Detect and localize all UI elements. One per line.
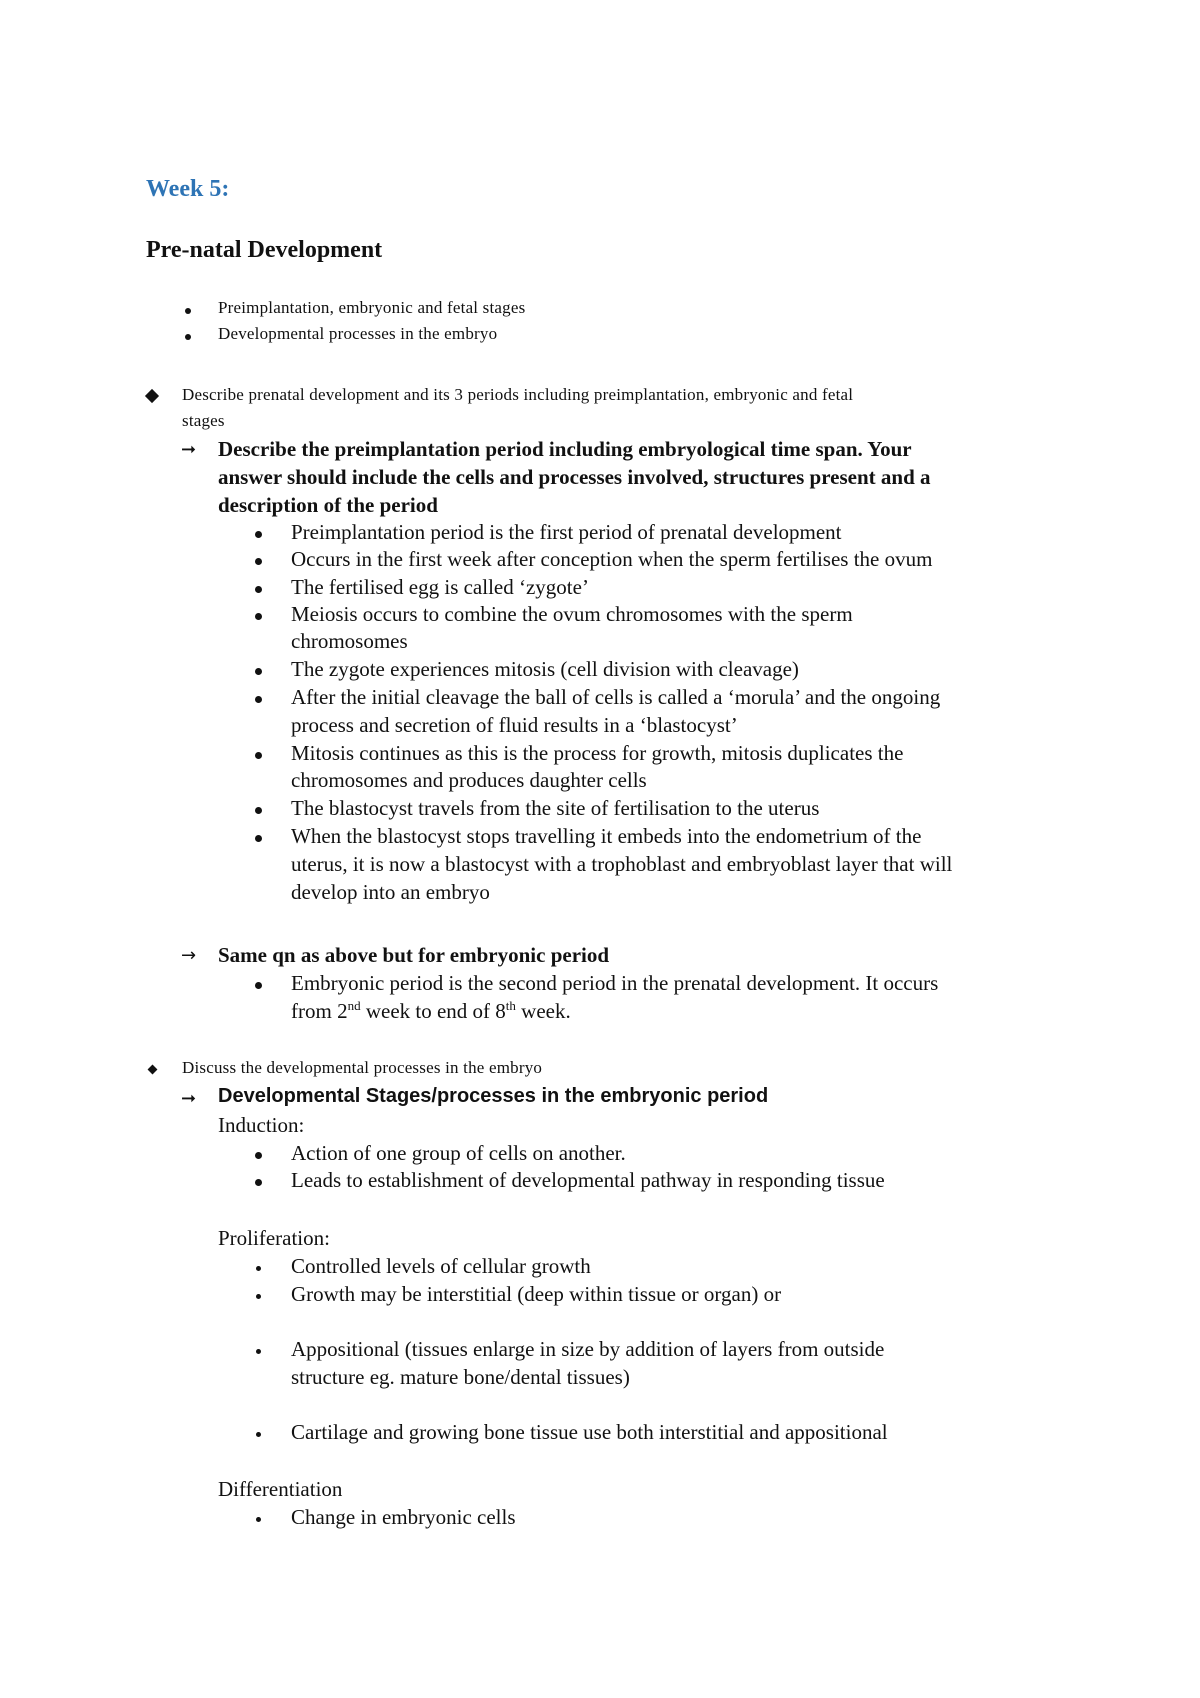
bullet-icon bbox=[255, 558, 262, 565]
section-title: Pre-natal Development bbox=[146, 237, 383, 263]
list-item: The fertilised egg is called ‘zygote’ bbox=[291, 575, 589, 599]
question-text: Discuss the developmental processes in the embryo bbox=[182, 1058, 543, 1077]
list-item: Mitosis continues as this is the process for growth, mitosis duplicates the bbox=[291, 741, 904, 765]
process-label-induction: Induction: bbox=[218, 1113, 305, 1137]
subquestion-heading-line2: answer should include the cells and processes involved, structures present and a bbox=[218, 465, 931, 489]
list-item: Change in embryonic cells bbox=[291, 1505, 516, 1529]
arrow-right-icon: ➞ bbox=[181, 439, 197, 460]
bullet-icon bbox=[185, 334, 191, 340]
bullet-icon bbox=[255, 1179, 262, 1186]
bullet-icon bbox=[255, 807, 262, 814]
topic-item: Developmental processes in the embryo bbox=[218, 324, 498, 343]
list-item-continued: chromosomes and produces daughter cells bbox=[291, 768, 647, 792]
list-item: Preimplantation period is the first period of prenatal development bbox=[291, 520, 842, 544]
list-item-continued: chromosomes bbox=[291, 629, 408, 653]
list-item-continued: from 2nd week to end of 8th week. bbox=[291, 998, 571, 1023]
question-text: Describe prenatal development and its 3 periods including preimplantation, embryonic and fetal bbox=[182, 385, 854, 404]
question-text-continued: stages bbox=[182, 411, 225, 430]
list-item-continued: process and secretion of fluid results in a ‘blastocyst’ bbox=[291, 713, 738, 737]
bullet-icon bbox=[256, 1266, 261, 1271]
arrow-right-icon: → bbox=[181, 945, 197, 966]
list-item: Action of one group of cells on another. bbox=[291, 1141, 626, 1165]
bullet-icon bbox=[255, 752, 262, 759]
bullet-icon bbox=[255, 586, 262, 593]
subquestion-heading: Same qn as above but for embryonic period bbox=[218, 943, 610, 967]
bullet-icon bbox=[255, 531, 262, 538]
bullet-icon bbox=[255, 982, 262, 989]
diamond-bullet-icon bbox=[148, 1065, 158, 1075]
bullet-icon bbox=[256, 1517, 261, 1522]
bullet-icon bbox=[255, 835, 262, 842]
subquestion-heading: Developmental Stages/processes in the embryonic period bbox=[218, 1085, 769, 1107]
list-item: The zygote experiences mitosis (cell division with cleavage) bbox=[291, 657, 799, 681]
list-item: Growth may be interstitial (deep within tissue or organ) or bbox=[291, 1282, 782, 1306]
week-title: Week 5: bbox=[146, 176, 230, 202]
subquestion-heading-line3: description of the period bbox=[218, 493, 438, 517]
list-item: Leads to establishment of developmental pathway in responding tissue bbox=[291, 1168, 885, 1192]
bullet-icon bbox=[255, 613, 262, 620]
list-item: When the blastocyst stops travelling it embeds into the endometrium of the bbox=[291, 824, 922, 848]
list-item-continued: uterus, it is now a blastocyst with a trophoblast and embryoblast layer that will bbox=[291, 852, 953, 876]
list-item: Occurs in the first week after conception when the sperm fertilises the ovum bbox=[291, 547, 933, 571]
bullet-icon bbox=[256, 1349, 261, 1354]
list-item: After the initial cleavage the ball of cells is called a ‘morula’ and the ongoing bbox=[291, 685, 941, 709]
topic-item: Preimplantation, embryonic and fetal stages bbox=[218, 298, 526, 317]
bullet-icon bbox=[185, 308, 191, 314]
process-label-differentiation: Differentiation bbox=[218, 1477, 343, 1501]
arrow-right-icon: ➞ bbox=[181, 1088, 197, 1109]
bullet-icon bbox=[256, 1432, 261, 1437]
list-item: Cartilage and growing bone tissue use both interstitial and appositional bbox=[291, 1420, 888, 1444]
list-item: Meiosis occurs to combine the ovum chromosomes with the sperm bbox=[291, 602, 853, 626]
bullet-icon bbox=[255, 696, 262, 703]
diamond-bullet-icon bbox=[145, 389, 159, 403]
process-label-proliferation: Proliferation: bbox=[218, 1226, 330, 1250]
subquestion-heading: Describe the preimplantation period including embryological time span. Your bbox=[218, 437, 912, 461]
list-item-continued: structure eg. mature bone/dental tissues) bbox=[291, 1365, 630, 1389]
bullet-icon bbox=[255, 668, 262, 675]
list-item-continued: develop into an embryo bbox=[291, 880, 490, 904]
list-item: Controlled levels of cellular growth bbox=[291, 1254, 591, 1278]
list-item: Appositional (tissues enlarge in size by addition of layers from outside bbox=[291, 1337, 885, 1361]
list-item: Embryonic period is the second period in the prenatal development. It occurs bbox=[291, 971, 939, 995]
list-item: The blastocyst travels from the site of fertilisation to the uterus bbox=[291, 796, 820, 820]
bullet-icon bbox=[255, 1152, 262, 1159]
bullet-icon bbox=[256, 1294, 261, 1299]
